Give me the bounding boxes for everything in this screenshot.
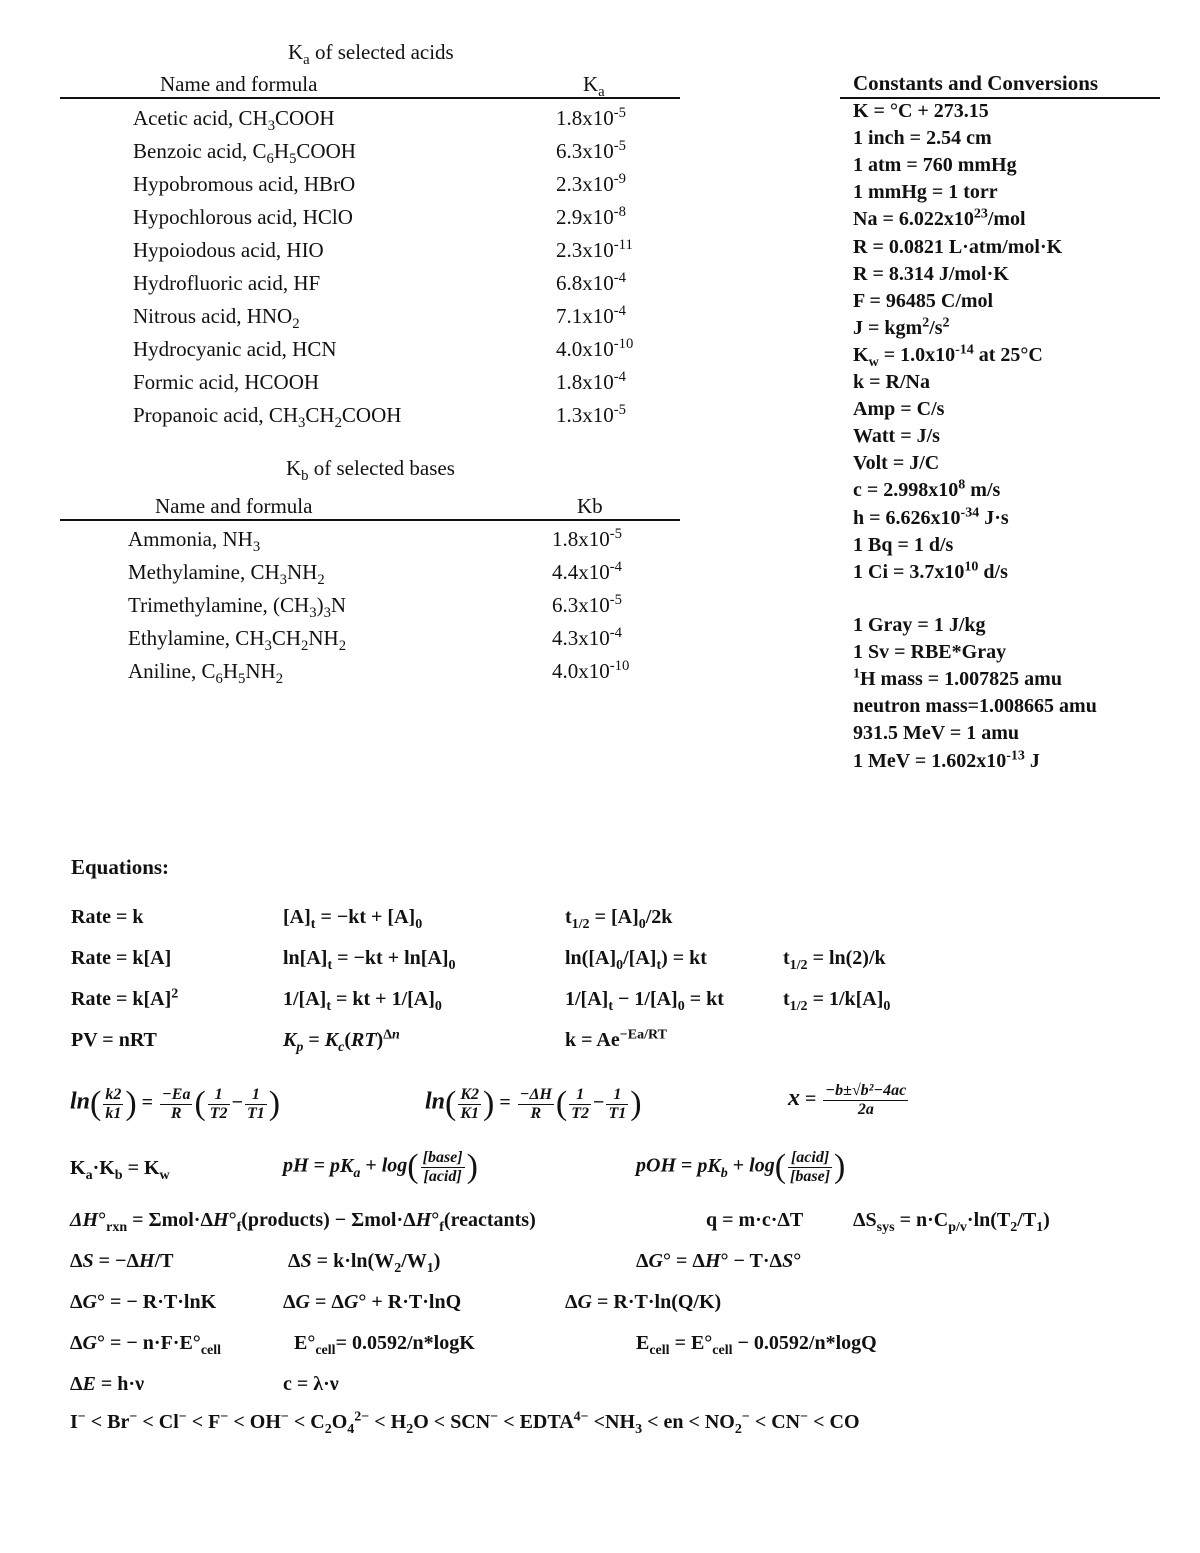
equation: q = m·c·ΔT <box>706 1209 804 1231</box>
constant-item: R = 0.0821 L·atm/mol·K <box>853 235 1063 258</box>
constant-item: 1 inch = 2.54 cm <box>853 127 992 150</box>
bases-header-rule <box>60 519 680 521</box>
base-name: Ethylamine, $CH_3CH_2NH_2$ <box>128 626 347 655</box>
base-name: Trimethylamine, $(CH_3)_3N$ <box>128 593 347 622</box>
equation: $\Delta S = k\cdot\ln(W_2/W_1)$ <box>288 1250 441 1276</box>
equation: $E^\circ_{cell}= 0.0592/n*\log K$ <box>294 1332 475 1358</box>
constant-item: 931.5 MeV = 1 amu <box>853 722 1020 745</box>
kinetics-equation: $t_{1/2} = \ln(2)/k$ <box>783 947 886 973</box>
kinetics-equation: $\ln[A]_t = -kt + \ln[A]_0$ <box>283 947 456 973</box>
constant-item: k = R/Na <box>853 371 930 393</box>
constant-item: 1 Gray = 1 J/kg <box>853 614 986 636</box>
base-kb-value: $1.8x10^{-5}$ <box>552 526 622 551</box>
constant-item: Watt = J/s <box>853 425 940 448</box>
constant-item: K = °C + 273.15 <box>853 100 989 122</box>
acids-title: $K_a$ of selected acids <box>288 40 454 69</box>
acid-name: Propanoic acid, $CH_3CH_2COOH$ <box>133 403 402 432</box>
quadratic-formula: x = $\frac{\text{−b±√b²−4ac}}{2a}$ <box>788 1082 907 1118</box>
constant-item: 1 Sv = RBE*Gray <box>853 641 1007 664</box>
kinetics-equation: Rate = k[A] <box>71 947 172 969</box>
acid-ka-value: $1.8x10^{-4}$ <box>556 369 626 394</box>
acid-ka-value: $2.3x10^{-9}$ <box>556 171 626 196</box>
kinetics-equation: $t_{1/2} = 1/k[A]_0$ <box>783 988 891 1014</box>
acid-name: Nitrous acid, $HNO_2$ <box>133 304 300 333</box>
bases-title: $K_b$ of selected bases <box>286 456 455 485</box>
constant-item: 1 mmHg = 1 torr <box>853 181 998 204</box>
acids-header-rule <box>60 97 680 99</box>
constants-rule <box>840 97 1160 99</box>
acid-ka-value: $1.8x10^{-5}$ <box>556 105 626 130</box>
acids-col-value-header: $K_a$ <box>583 72 605 101</box>
constant-item: 1 atm = 760 mmHg <box>853 154 1017 177</box>
kinetics-equation: $\ln([A]_0/[A]_t)$ = kt <box>565 947 707 973</box>
kinetics-equation: PV = nRT <box>71 1029 157 1051</box>
arrhenius-equation: ln( $\frac{k2}{k1}$ ) = $\frac{-Ea}{R}$ ( $\frac{1}{T2}$ − $\frac{1}{T1}$ ) <box>70 1085 281 1122</box>
equation: ΔG° = − R·T·lnK <box>70 1291 217 1313</box>
constant-item: F = 96485 C/mol <box>853 289 994 312</box>
equation: $\Delta S_{sys} = n\cdot C_{p/v}\cdot\ln(T_2/T_1)$ <box>853 1209 1050 1235</box>
equation: ΔG = R·T·ln(Q/K) <box>565 1291 722 1313</box>
equation: ΔE = h·ν <box>70 1373 145 1395</box>
constant-item: $^1$H mass = 1.007825 amu <box>853 666 1062 691</box>
acid-name: Hydrocyanic acid, HCN <box>133 337 337 361</box>
base-kb-value: $4.0x10^{-10}$ <box>552 658 630 683</box>
acid-name: Formic acid, HCOOH <box>133 370 320 394</box>
equation: ΔG = ΔG° + R·T·lnQ <box>283 1291 462 1313</box>
acid-name: Acetic acid, $CH_3COOH$ <box>133 106 335 135</box>
base-name: Methylamine, $CH_3NH_2$ <box>128 560 325 589</box>
poh-equation: pOH = $pK_b + \log$( $\frac{\text{[acid]}}{\text{[base]}}$ ) <box>636 1148 846 1185</box>
constant-item: 1 $Ci = 3.7x10^{10}$ d/s <box>853 559 1008 583</box>
equation: ΔS = −ΔH/T <box>70 1250 174 1272</box>
kinetics-equation: Rate = $k[A]^2$ <box>71 986 179 1010</box>
equation: ΔG° = − $n\cdot F\cdot E^\circ_{cell}$ <box>70 1332 222 1358</box>
acid-ka-value: $2.3x10^{-11}$ <box>556 237 633 262</box>
base-kb-value: $4.4x10^{-4}$ <box>552 559 622 584</box>
constant-item: $J = kgm^2/s^2$ <box>853 315 950 339</box>
equation: $\Delta H^\circ_{rxn}$ = $\Sigma mol\cdot\Delta H^\circ_f(products)$ − $\Sigma mol\cdot\Delta H^\circ_f(reactants)$ <box>70 1209 536 1235</box>
equation: $E_{cell} = E^\circ_{cell} - 0.0592/n*\log Q$ <box>636 1332 877 1358</box>
kinetics-equation: $1/[A]_t - 1/[A]_0$ = kt <box>565 988 724 1014</box>
kinetics-equation: $t_{1/2} = [A]_0/2k$ <box>565 906 673 932</box>
acid-ka-value: $6.3x10^{-5}$ <box>556 138 626 163</box>
vant-hoff-equation: ln( $\frac{K2}{K1}$ ) = $\frac{-\Delta H}{R}$ ( $\frac{1}{T2}$ − $\frac{1}{T1}$ ) <box>425 1085 642 1122</box>
constant-item: 1 Bq = 1 d/s <box>853 533 954 556</box>
equation: ΔG° = ΔH° − T·ΔS° <box>636 1250 802 1272</box>
base-kb-value: $6.3x10^{-5}$ <box>552 592 622 617</box>
kinetics-equation: $1/[A]_t$ = kt + $1/[A]_0$ <box>283 988 442 1014</box>
bases-col-value-header: Kb <box>577 494 603 518</box>
constant-item: 1 MeV = $1.602x10^{-13}$ J <box>853 747 1040 772</box>
acid-name: Hypochlorous acid, HClO <box>133 205 353 229</box>
constants-title: Constants and Conversions <box>853 71 1099 95</box>
equation: c = λ·ν <box>283 1373 339 1395</box>
kinetics-equation: $K_p = K_c(RT)^{\Delta n}$ <box>283 1027 400 1055</box>
constant-item: $K_w = 1.0x10^{-14}$ at 25°C <box>853 342 1043 370</box>
spectrochemical-series: $I^- < Br^- < Cl^- < F^- < OH^- < C_2O_4^{2-} < H_2O < SCN^-$ < $EDTA^{4-} <NH_3$ < en < $NO_2^- < CN^-$ < CO <box>70 1409 860 1437</box>
acid-name: Hypobromous acid, HBrO <box>133 172 356 196</box>
acids-col-name-header: Name and formula <box>160 72 318 96</box>
constant-item: $c = 2.998x10^8$ m/s <box>853 477 1001 502</box>
acid-ka-value: $1.3x10^{-5}$ <box>556 402 626 427</box>
constant-item: Amp = C/s <box>853 398 945 421</box>
acid-ka-value: $6.8x10^{-4}$ <box>556 270 626 295</box>
base-kb-value: $4.3x10^{-4}$ <box>552 625 622 650</box>
acid-ka-value: $2.9x10^{-8}$ <box>556 204 626 229</box>
bases-col-name-header: Name and formula <box>155 494 313 518</box>
equations-title: Equations: <box>71 855 170 879</box>
ka-kb-equation: $K_a\cdot K_b = K_w$ <box>70 1157 170 1183</box>
kinetics-equation: $[A]_t = -kt + [A]_0$ <box>283 906 423 932</box>
constant-item: Volt = J/C <box>853 452 940 475</box>
kinetics-equation: $k = Ae^{-Ea/RT}$ <box>565 1027 667 1051</box>
acid-name: Hydrofluoric acid, HF <box>133 271 321 295</box>
constant-item: R = 8.314 J/mol·K <box>853 262 1009 285</box>
acid-name: Benzoic acid, $C_6H_5COOH$ <box>133 139 356 168</box>
acid-name: Hypoiodous acid, HIO <box>133 238 324 262</box>
kinetics-equation: Rate = k <box>71 906 144 928</box>
constant-item: neutron mass=1.008665 amu <box>853 695 1097 718</box>
constant-item: $h = 6.626x10^{-34}$ J·s <box>853 504 1009 529</box>
ph-equation: pH = $pK_a + \log$( $\frac{\text{[base]}}{\text{[acid]}}$ ) <box>283 1148 478 1185</box>
acid-ka-value: $7.1x10^{-4}$ <box>556 303 626 328</box>
acid-ka-value: $4.0x10^{-10}$ <box>556 336 634 361</box>
base-name: Ammonia, $NH_3$ <box>128 527 261 556</box>
base-name: Aniline, $C_6H_5NH_2$ <box>128 659 284 688</box>
constant-item: $Na = 6.022x10^{23}$/mol <box>853 206 1026 231</box>
